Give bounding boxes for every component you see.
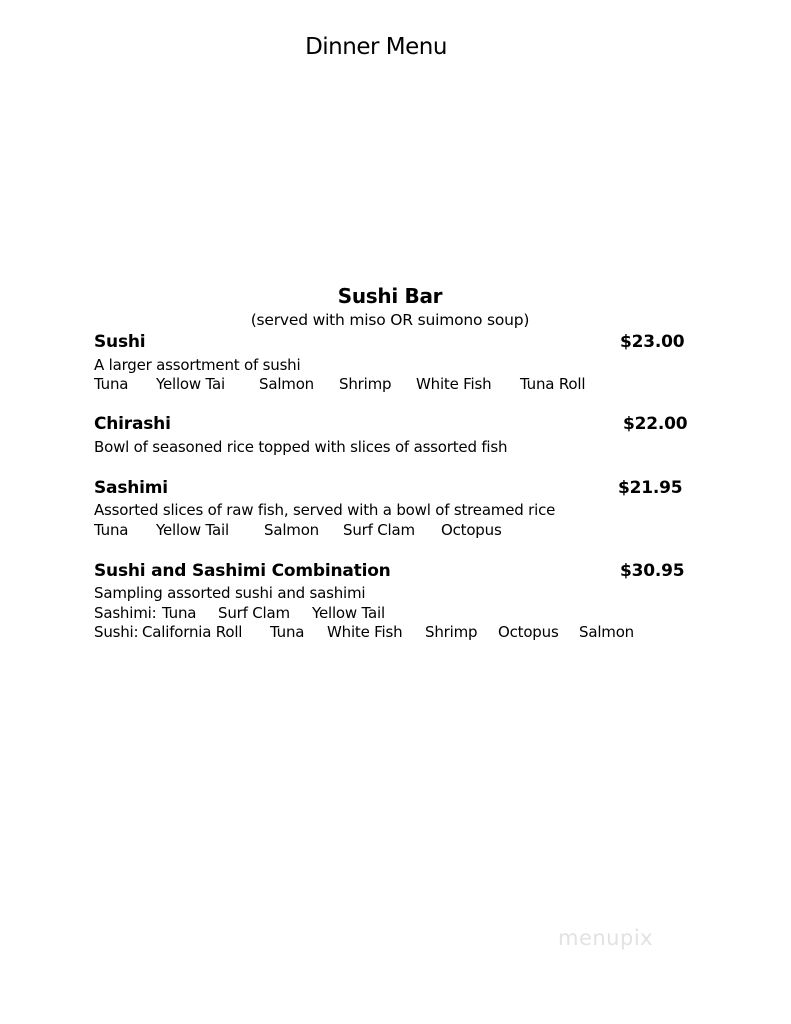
item-price: $23.00 bbox=[620, 332, 685, 352]
option: Octopus bbox=[441, 521, 502, 539]
item-description: A larger assortment of sushi bbox=[94, 356, 301, 374]
option: Tuna bbox=[94, 375, 129, 393]
item-description: Sampling assorted sushi and sashimi bbox=[94, 584, 366, 602]
option: Surf Clam bbox=[343, 521, 415, 539]
item-description: Assorted slices of raw fish, served with a bowl of streamed rice bbox=[94, 501, 556, 519]
section-subtitle: (served with miso OR suimono soup) bbox=[250, 311, 530, 329]
option: Shrimp bbox=[339, 375, 392, 393]
section-title: Sushi Bar bbox=[337, 284, 443, 308]
option: Yellow Tail bbox=[156, 521, 229, 539]
sushi-prefix: Sushi: bbox=[94, 623, 139, 641]
sashimi-prefix: Sashimi: bbox=[94, 604, 157, 622]
item-price: $21.95 bbox=[618, 478, 683, 498]
option: Tuna Roll bbox=[520, 375, 586, 393]
option: Salmon bbox=[579, 623, 634, 641]
item-name: Sushi bbox=[94, 332, 146, 352]
item-description: Bowl of seasoned rice topped with slices of assorted fish bbox=[94, 438, 508, 456]
option: California Roll bbox=[142, 623, 243, 641]
watermark-logo: menupix bbox=[558, 926, 654, 950]
item-name: Sushi and Sashimi Combination bbox=[94, 561, 391, 581]
option: Salmon bbox=[259, 375, 314, 393]
option: Tuna bbox=[162, 604, 197, 622]
option: Surf Clam bbox=[218, 604, 290, 622]
item-price: $22.00 bbox=[623, 414, 688, 434]
option: Tuna bbox=[270, 623, 305, 641]
item-name: Sashimi bbox=[94, 478, 168, 498]
option: Tuna bbox=[94, 521, 129, 539]
item-name: Chirashi bbox=[94, 414, 171, 434]
option: White Fish bbox=[327, 623, 403, 641]
option: Salmon bbox=[264, 521, 319, 539]
option: Shrimp bbox=[425, 623, 478, 641]
option: White Fish bbox=[416, 375, 492, 393]
item-price: $30.95 bbox=[620, 561, 685, 581]
option: Yellow Tai bbox=[156, 375, 225, 393]
option: Yellow Tail bbox=[312, 604, 385, 622]
option: Octopus bbox=[498, 623, 559, 641]
page-title: Dinner Menu bbox=[305, 34, 447, 60]
